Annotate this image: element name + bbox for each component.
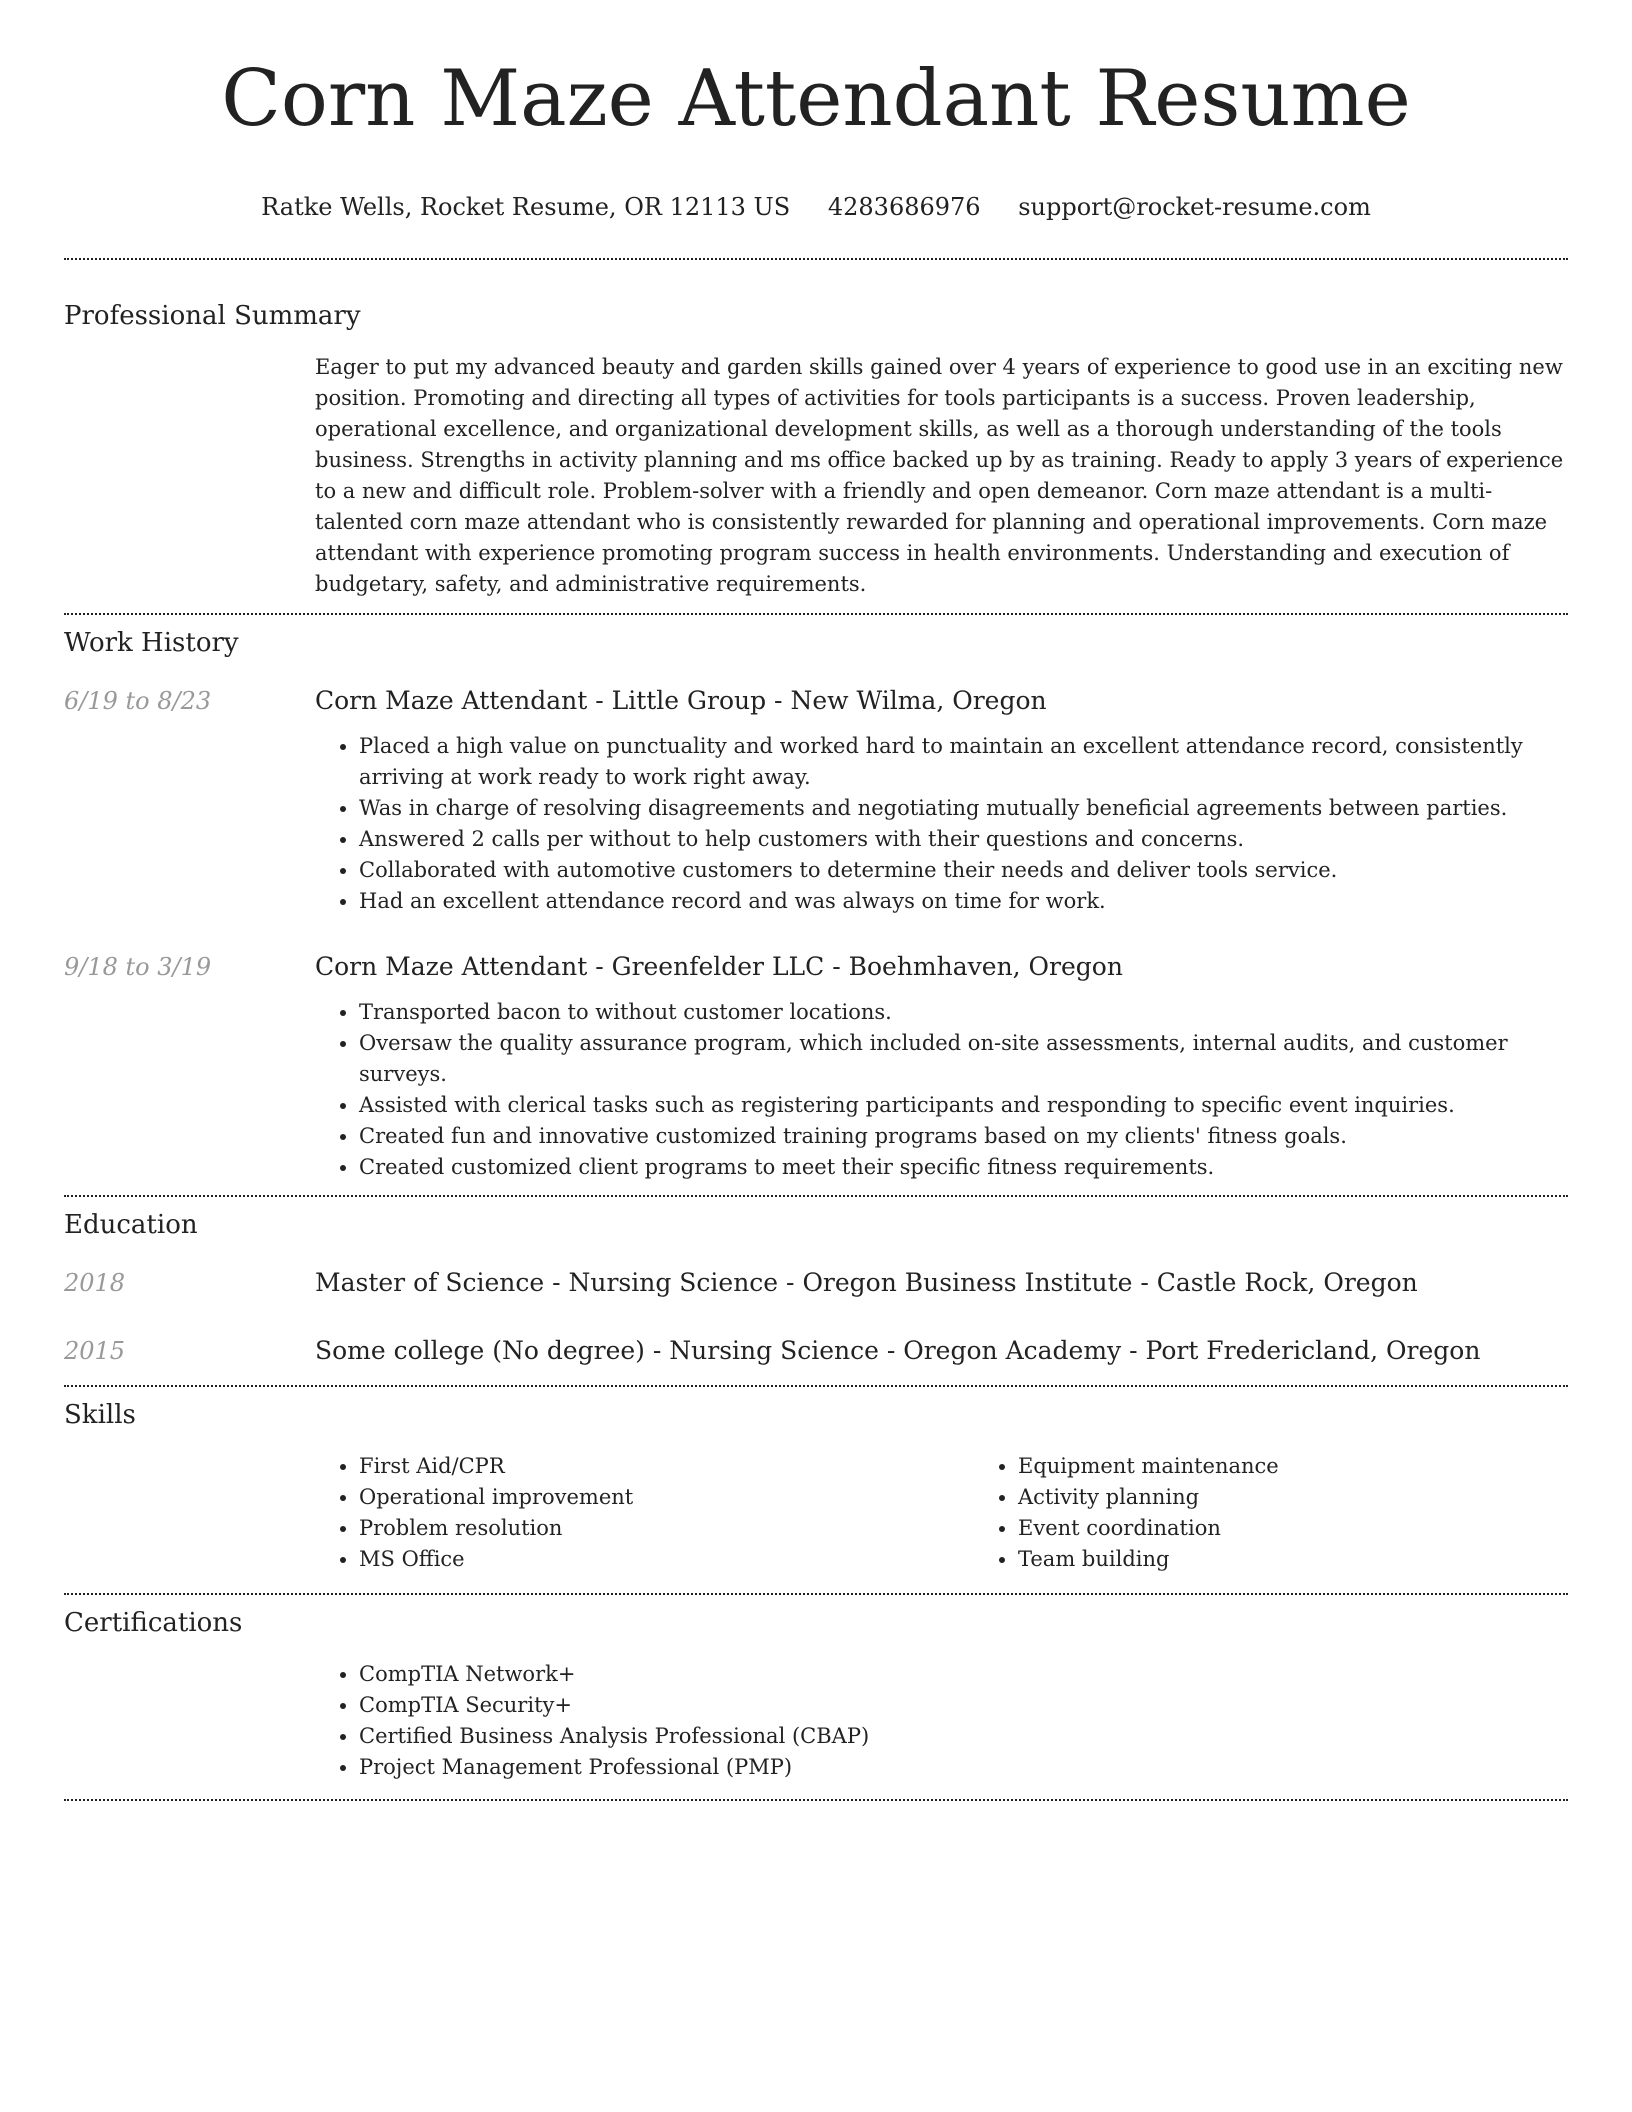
education-year: 2015 bbox=[64, 1337, 126, 1365]
list-item: • Team building bbox=[1018, 1544, 1632, 1575]
list-item: • Transported bacon to without customer locations. bbox=[359, 997, 1568, 1028]
summary-heading: Professional Summary bbox=[64, 301, 361, 331]
job-bullets bbox=[315, 731, 1568, 917]
list-item: • Collaborated with automotive customers to determine their needs and deliver tools service. bbox=[359, 855, 1568, 886]
certifications-section bbox=[64, 1607, 1568, 1783]
list-item: • Was in charge of resolving disagreements and negotiating mutually beneficial agreements between parties. bbox=[359, 793, 1568, 824]
list-item: • Event coordination bbox=[1018, 1513, 1632, 1544]
job-title: Corn Maze Attendant - Greenfelder LLC - Boehmhaven, Oregon bbox=[315, 952, 1123, 981]
skills-grid bbox=[315, 1451, 1632, 1575]
list-item: • MS Office bbox=[359, 1544, 974, 1575]
job-entry bbox=[64, 685, 1568, 917]
contact-phone: 4283686976 bbox=[827, 193, 981, 221]
job-dates: 9/18 to 3/19 bbox=[64, 953, 212, 981]
certifications-heading: Certifications bbox=[64, 1608, 243, 1638]
divider bbox=[64, 1195, 1568, 1197]
education-section bbox=[64, 1209, 1568, 1367]
list-item: • Placed a high value on punctuality and worked hard to maintain an excellent attendance record, consistently arriving at work ready to work right away. bbox=[359, 731, 1568, 793]
education-entry bbox=[64, 1335, 1568, 1367]
contact-address: Ratke Wells, Rocket Resume, OR 12113 US bbox=[261, 193, 791, 221]
job-bullets bbox=[315, 997, 1568, 1183]
contact-line bbox=[64, 190, 1568, 224]
job-entry bbox=[64, 951, 1568, 1183]
work-heading: Work History bbox=[64, 628, 239, 658]
list-item: • Answered 2 calls per without to help customers with their questions and concerns. bbox=[359, 824, 1568, 855]
skills-heading: Skills bbox=[64, 1400, 136, 1430]
job-dates: 6/19 to 8/23 bbox=[64, 687, 212, 715]
divider bbox=[64, 258, 1568, 260]
work-section bbox=[64, 627, 1568, 1183]
education-text: Master of Science - Nursing Science - Oregon Business Institute - Castle Rock, Oregon bbox=[315, 1268, 1418, 1297]
summary-section bbox=[64, 300, 1568, 600]
list-item: • Operational improvement bbox=[359, 1482, 974, 1513]
list-item: • Had an excellent attendance record and was always on time for work. bbox=[359, 886, 1568, 917]
list-item: • Problem resolution bbox=[359, 1513, 974, 1544]
list-item: • Project Management Professional (PMP) bbox=[359, 1752, 1568, 1783]
certifications-list bbox=[315, 1659, 1568, 1783]
list-item: • Assisted with clerical tasks such as registering participants and responding to specific event inquiries. bbox=[359, 1090, 1568, 1121]
skills-section bbox=[64, 1399, 1568, 1575]
education-text: Some college (No degree) - Nursing Science - Oregon Academy - Port Fredericland, Oregon bbox=[315, 1336, 1481, 1365]
list-item: • Oversaw the quality assurance program, which included on-site assessments, internal audits, and customer surveys. bbox=[359, 1028, 1568, 1090]
divider bbox=[64, 1593, 1568, 1595]
list-item: • Created fun and innovative customized training programs based on my clients' fitness goals. bbox=[359, 1121, 1568, 1152]
job-title: Corn Maze Attendant - Little Group - New Wilma, Oregon bbox=[315, 686, 1047, 715]
list-item: • Created customized client programs to meet their specific fitness requirements. bbox=[359, 1152, 1568, 1183]
education-entry bbox=[64, 1267, 1568, 1299]
page-title: Corn Maze Attendant Resume bbox=[221, 54, 1411, 144]
summary-text: Eager to put my advanced beauty and garden skills gained over 4 years of experience to good use in an exciting new position. Promoting and directing all types of activities for tools participants is a success. Proven leadership, operational excellence, and organizational development skills, as well as a thorough understanding of the tools business. Strengths in activity planning and ms office backed up by as training. Ready to apply 3 years of experience to a new and difficult role. Problem-solver with a friendly and open demeanor. Corn maze attendant is a multi-talented corn maze attendant who is consistently rewarded for planning and operational improvements. Corn maze attendant with experience promoting program success in health environments. Understanding and execution of budgetary, safety, and administrative requirements. bbox=[315, 355, 1564, 596]
education-year: 2018 bbox=[64, 1269, 126, 1297]
list-item: • Certified Business Analysis Professional (CBAP) bbox=[359, 1721, 1568, 1752]
contact-email: support@rocket-resume.com bbox=[1018, 193, 1371, 221]
list-item: • Activity planning bbox=[1018, 1482, 1632, 1513]
list-item: • First Aid/CPR bbox=[359, 1451, 974, 1482]
divider bbox=[64, 1385, 1568, 1387]
list-item: • CompTIA Network+ bbox=[359, 1659, 1568, 1690]
education-heading: Education bbox=[64, 1210, 198, 1240]
divider bbox=[64, 1799, 1568, 1801]
list-item: • Equipment maintenance bbox=[1018, 1451, 1632, 1482]
skills-list bbox=[315, 1451, 974, 1575]
list-item: • CompTIA Security+ bbox=[359, 1690, 1568, 1721]
skills-list bbox=[974, 1451, 1632, 1575]
divider bbox=[64, 613, 1568, 615]
